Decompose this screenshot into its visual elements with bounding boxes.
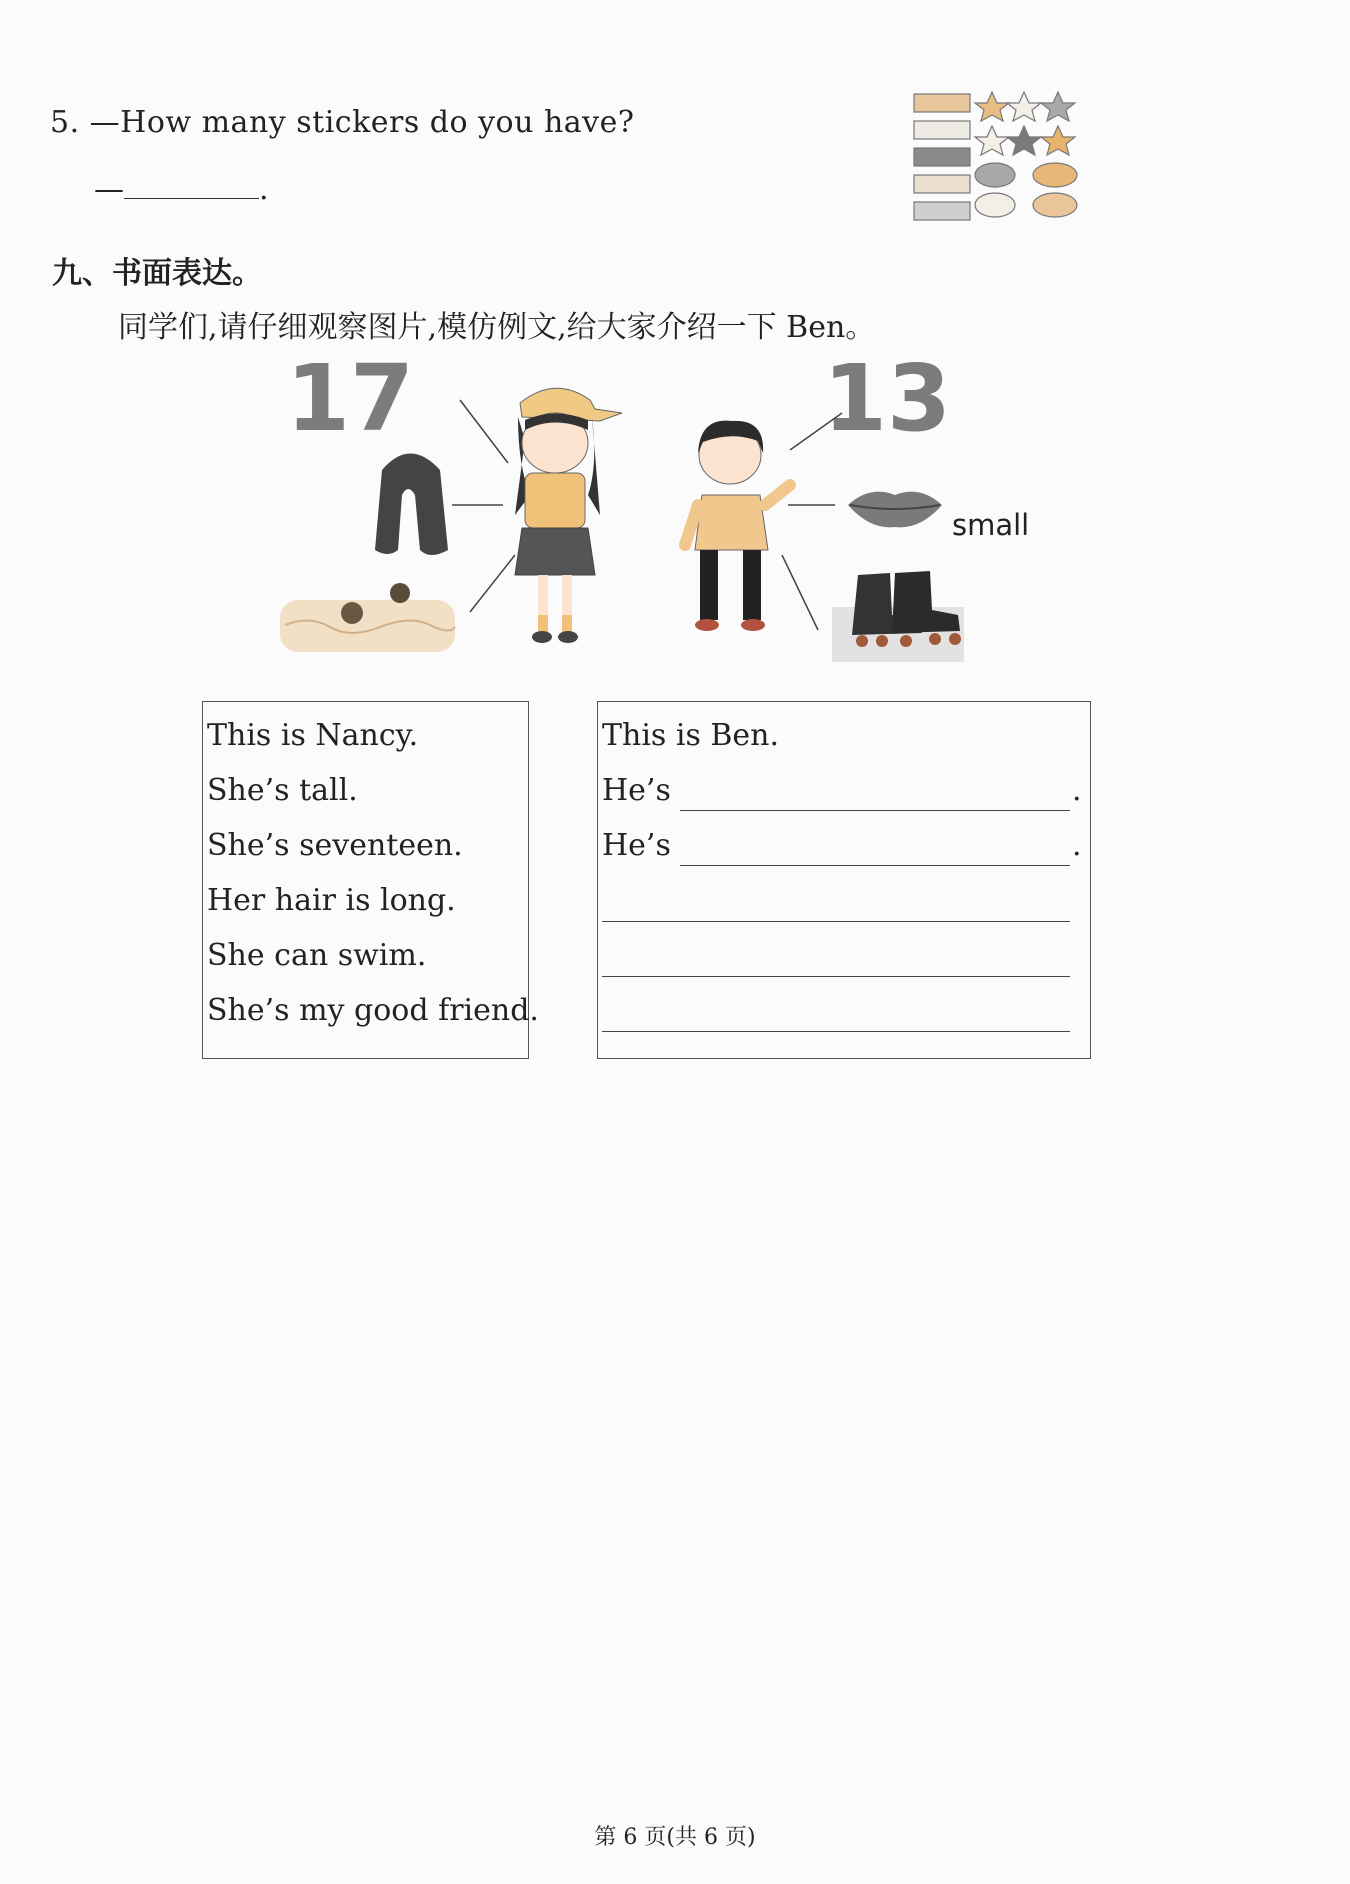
section-title: 九、书面表达。 — [52, 256, 262, 291]
ben-age-label: 13 — [822, 345, 952, 452]
roller-skates-icon — [832, 571, 964, 662]
answer-box — [597, 701, 1091, 1059]
nancy-age-label: 17 — [285, 345, 415, 452]
section-instruction: 同学们,请仔细观察图片,模仿例文,给大家介绍一下 Ben。 — [118, 310, 876, 345]
answer-line-2-prefix: He’s — [602, 773, 671, 808]
answer-line-3-prefix: He’s — [602, 828, 671, 863]
mouth-label: small — [952, 508, 1030, 542]
question-5-answer — [94, 172, 269, 207]
example-line: She’s my good friend. — [207, 993, 539, 1028]
answer-line-2-period: . — [1072, 773, 1082, 808]
answer-blank[interactable] — [124, 172, 259, 199]
answer-line-3-blank[interactable] — [680, 865, 1070, 866]
example-line: She can swim. — [207, 938, 427, 973]
illustration — [270, 345, 1040, 680]
example-box — [202, 701, 539, 1059]
mouth-icon — [848, 492, 942, 528]
answer-line-1: This is Ben. — [602, 718, 780, 753]
example-line: She’s tall. — [207, 773, 358, 808]
nancy-connector-lines — [452, 400, 515, 612]
question-5 — [50, 105, 634, 140]
swimming-icon — [280, 583, 455, 652]
ben-figure — [685, 421, 790, 631]
answer-line-6-blank[interactable] — [602, 1031, 1070, 1032]
answer-line-2-blank[interactable] — [680, 810, 1070, 811]
answer-line-4-blank[interactable] — [602, 921, 1070, 922]
long-hair-icon — [375, 454, 448, 556]
answer-dash: — — [94, 172, 124, 207]
answer-line-3-period: . — [1072, 828, 1082, 863]
example-line: She’s seventeen. — [207, 828, 463, 863]
answer-period: . — [259, 172, 269, 207]
question-number: 5. — [50, 105, 80, 140]
question-prompt: —How many stickers do you have? — [89, 105, 635, 140]
example-line: This is Nancy. — [207, 718, 419, 753]
nancy-figure — [515, 388, 622, 643]
answer-line-5-blank[interactable] — [602, 976, 1070, 977]
stickers-image — [912, 90, 1084, 225]
example-line: Her hair is long. — [207, 883, 456, 918]
page-number: 第 6 页(共 6 页) — [594, 1825, 756, 1850]
